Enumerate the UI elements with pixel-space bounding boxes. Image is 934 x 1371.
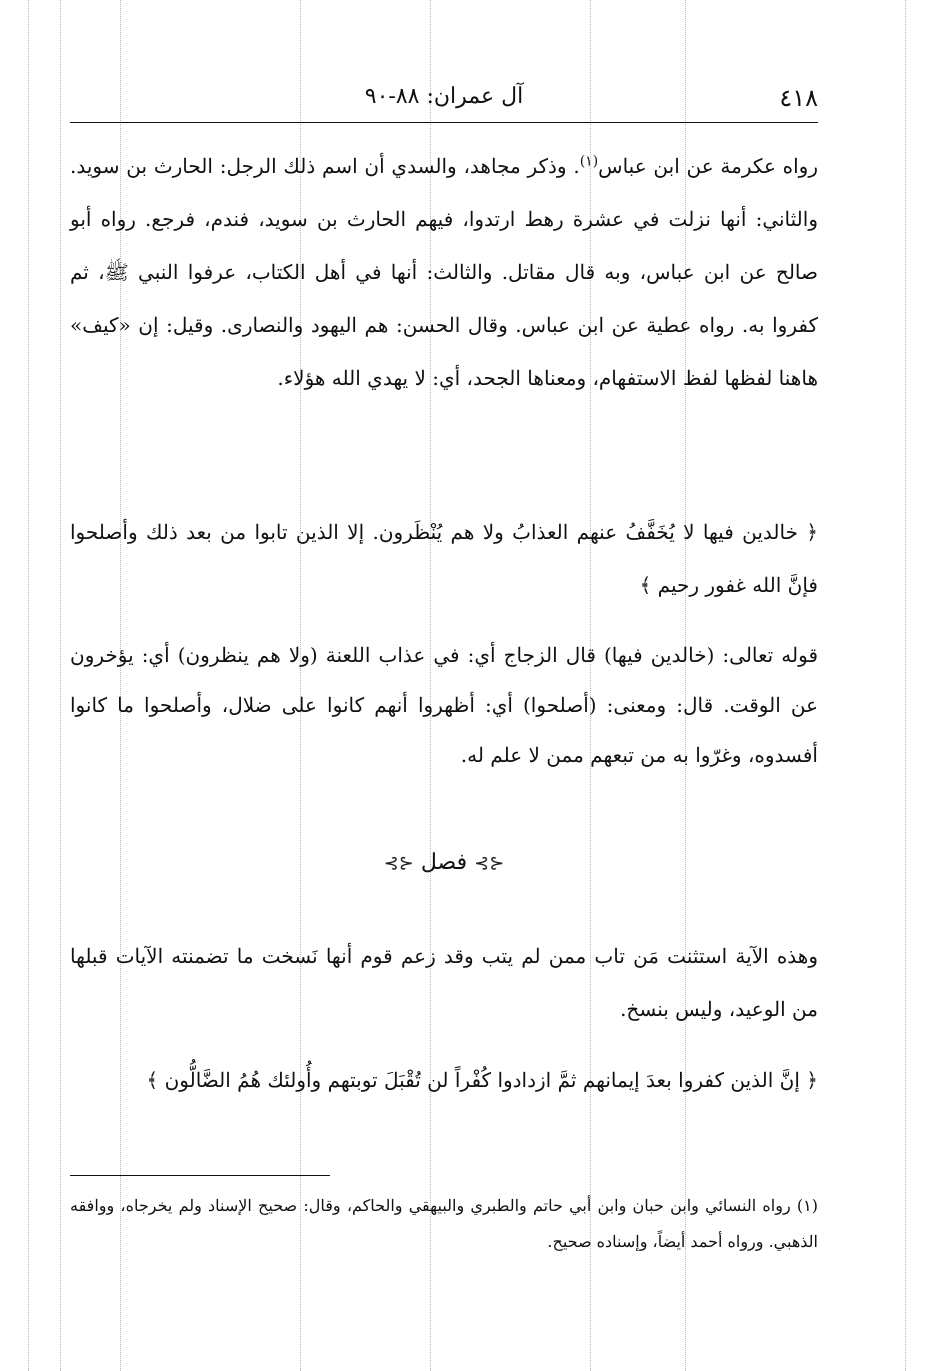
header-rule <box>70 122 818 123</box>
quran-verse-1: ﴿ خالدين فيها لا يُخَفَّفُ عنهم العذابُ ولا هم يُنْظَرون. إلا الذين تابوا من بعد ذلك وأصلحوا فإنَّ الله غفور رحيم ﴾ <box>70 520 818 597</box>
footnote-rule <box>70 1175 330 1176</box>
scan-guide-line <box>28 0 29 1371</box>
book-page <box>70 0 818 1371</box>
page-number: ٤١٨ <box>779 84 818 112</box>
paragraph-text-start: رواه عكرمة عن ابن عباس <box>598 154 818 178</box>
running-title: آل عمران: ٨٨-٩٠ <box>364 84 524 109</box>
quran-verse-2: ﴿ إنَّ الذين كفروا بعدَ إيمانهم ثمَّ ازدادوا كُفْراً لن تُقْبَلَ توبتهم وأُولئك هُمُ الضَّالُّون ﴾ <box>146 1068 818 1092</box>
section-title: فصل <box>420 850 468 875</box>
footnote: (١) رواه النسائي وابن حبان وابن أبي حاتم والطبري والبيهقي والحاكم، وقال: صحيح الإسناد ولم يخرجاه، ووافقه الذهبي. ورواه أحمد أيضاً، وإسناده صحيح. <box>70 1196 818 1251</box>
footnote-marker: (١) <box>579 153 599 170</box>
running-head <box>70 78 818 118</box>
scan-guide-line <box>905 0 906 1371</box>
paragraph-commentary-2: قوله تعالى: (خالدين فيها) قال الزجاج أي: في عذاب اللعنة (ولا هم ينظرون) أي: يؤخرون عن الوقت. قال: ومعنى: (أصلحوا) أي: أظهروا أنهم كانوا على ضلال، وأصلحوا ما كانوا أفسدوه، وغرّوا به من تبعهم ممن لا علم له. <box>70 643 819 767</box>
scan-guide-line <box>60 0 61 1371</box>
ornament-icon: ⊰⊱ <box>474 853 505 874</box>
section-heading <box>70 850 818 875</box>
paragraph-text-rest: . وذكر مجاهد، والسدي أن اسم ذلك الرجل: الحارث بن سويد. والثاني: أنها نزلت في عشرة رهط ارتدوا، فيهم الحارث بن سويد، فندم، فرجع. رواه أبو صالح عن ابن عباس، وبه قال مقاتل. والثالث: أنها في أهل الكتاب، عرفوا النبي ﷺ، ثم كفروا به. رواه عطية عن ابن عباس. وقال الحسن: هم اليهود والنصارى. وقيل: إن «كيف» هاهنا لفظها لفظ الاستفهام، ومعناها الجحد، أي: لا يهدي الله هؤلاء. <box>70 154 818 390</box>
ornament-icon: ⊰⊱ <box>383 853 414 874</box>
paragraph-commentary-3: وهذه الآية استثنت مَن تاب ممن لم يتب وقد زعم قوم أنها نَسخت ما تضمنته الآيات قبلها من الوعيد، وليس بنسخ. <box>70 944 818 1021</box>
paragraph-commentary-1 <box>70 140 818 405</box>
